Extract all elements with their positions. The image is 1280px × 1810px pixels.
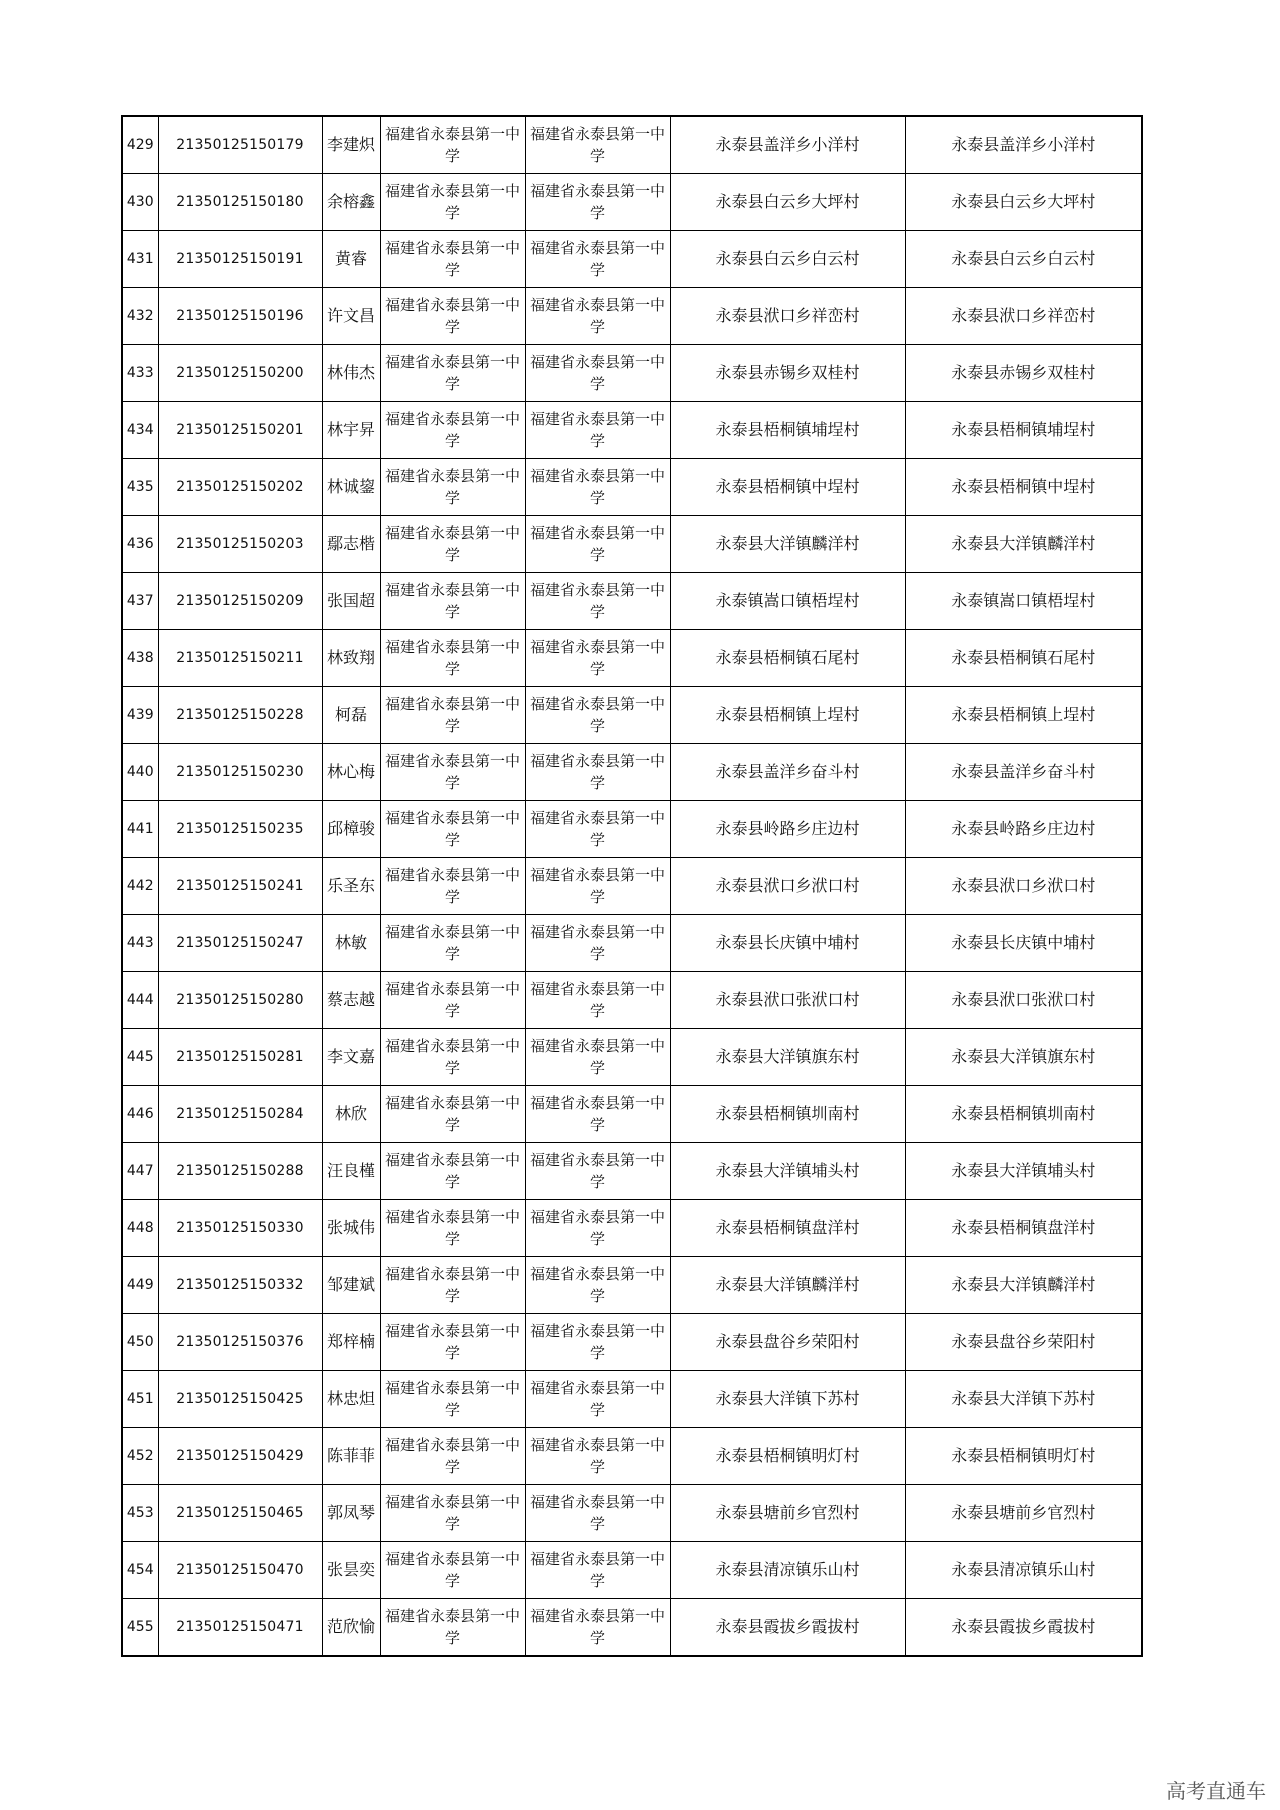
- school-cell: 福建省永泰县第一中学: [380, 1599, 525, 1657]
- school-cell: 福建省永泰县第一中学: [525, 1314, 670, 1371]
- school-cell: 福建省永泰县第一中学: [380, 687, 525, 744]
- school-cell: 福建省永泰县第一中学: [525, 516, 670, 573]
- school-cell: 福建省永泰县第一中学: [525, 1257, 670, 1314]
- school-cell: 福建省永泰县第一中学: [525, 1086, 670, 1143]
- school-cell: 福建省永泰县第一中学: [380, 1485, 525, 1542]
- address-cell: 永泰县大洋镇麟洋村: [670, 1257, 905, 1314]
- address-cell: 永泰县大洋镇下苏村: [905, 1371, 1142, 1428]
- school-cell: 福建省永泰县第一中学: [380, 1143, 525, 1200]
- table-row: [122, 801, 1142, 858]
- student-name: 邱樟骏: [322, 801, 380, 858]
- address-cell: 永泰县霞拔乡霞拔村: [905, 1599, 1142, 1657]
- student-name: 郑梓楠: [322, 1314, 380, 1371]
- address-cell: 永泰县大洋镇埔头村: [670, 1143, 905, 1200]
- address-cell: 永泰县盘谷乡荣阳村: [905, 1314, 1142, 1371]
- address-cell: 永泰县盖洋乡奋斗村: [905, 744, 1142, 801]
- exam-id: 21350125150196: [158, 288, 322, 345]
- row-number: 435: [122, 459, 158, 516]
- exam-id: 21350125150284: [158, 1086, 322, 1143]
- address-cell: 永泰县大洋镇麟洋村: [905, 1257, 1142, 1314]
- table-row: [122, 915, 1142, 972]
- student-name: 郭凤琴: [322, 1485, 380, 1542]
- school-cell: 福建省永泰县第一中学: [525, 345, 670, 402]
- address-cell: 永泰县岭路乡庄边村: [670, 801, 905, 858]
- school-cell: 福建省永泰县第一中学: [380, 1029, 525, 1086]
- school-cell: 福建省永泰县第一中学: [380, 288, 525, 345]
- school-cell: 福建省永泰县第一中学: [380, 231, 525, 288]
- address-cell: 永泰县白云乡大坪村: [905, 174, 1142, 231]
- school-cell: 福建省永泰县第一中学: [525, 573, 670, 630]
- address-cell: 永泰县梧桐镇埔埕村: [905, 402, 1142, 459]
- address-cell: 永泰镇嵩口镇梧埕村: [670, 573, 905, 630]
- address-cell: 永泰县大洋镇下苏村: [670, 1371, 905, 1428]
- address-cell: 永泰县赤锡乡双桂村: [670, 345, 905, 402]
- address-cell: 永泰县塘前乡官烈村: [905, 1485, 1142, 1542]
- row-number: 438: [122, 630, 158, 687]
- address-cell: 永泰县洑口张洑口村: [905, 972, 1142, 1029]
- student-name: 林忠炟: [322, 1371, 380, 1428]
- row-number: 437: [122, 573, 158, 630]
- student-name: 张国超: [322, 573, 380, 630]
- table-row: [122, 1428, 1142, 1485]
- student-name: 李文嘉: [322, 1029, 380, 1086]
- school-cell: 福建省永泰县第一中学: [380, 402, 525, 459]
- row-number: 445: [122, 1029, 158, 1086]
- exam-id: 21350125150228: [158, 687, 322, 744]
- school-cell: 福建省永泰县第一中学: [525, 744, 670, 801]
- school-cell: 福建省永泰县第一中学: [380, 174, 525, 231]
- school-cell: 福建省永泰县第一中学: [380, 801, 525, 858]
- school-cell: 福建省永泰县第一中学: [380, 858, 525, 915]
- school-cell: 福建省永泰县第一中学: [525, 231, 670, 288]
- row-number: 449: [122, 1257, 158, 1314]
- school-cell: 福建省永泰县第一中学: [525, 288, 670, 345]
- school-cell: 福建省永泰县第一中学: [380, 1086, 525, 1143]
- address-cell: 永泰县洑口乡洑口村: [670, 858, 905, 915]
- address-cell: 永泰县梧桐镇明灯村: [670, 1428, 905, 1485]
- exam-id: 21350125150330: [158, 1200, 322, 1257]
- address-cell: 永泰县梧桐镇上埕村: [905, 687, 1142, 744]
- student-table: [121, 115, 1143, 1657]
- school-cell: 福建省永泰县第一中学: [525, 972, 670, 1029]
- school-cell: 福建省永泰县第一中学: [525, 1371, 670, 1428]
- school-cell: 福建省永泰县第一中学: [380, 1542, 525, 1599]
- row-number: 434: [122, 402, 158, 459]
- row-number: 433: [122, 345, 158, 402]
- row-number: 447: [122, 1143, 158, 1200]
- table-row: [122, 1143, 1142, 1200]
- exam-id: 21350125150209: [158, 573, 322, 630]
- row-number: 430: [122, 174, 158, 231]
- address-cell: 永泰县长庆镇中埔村: [670, 915, 905, 972]
- school-cell: 福建省永泰县第一中学: [525, 915, 670, 972]
- exam-id: 21350125150281: [158, 1029, 322, 1086]
- student-name: 林伟杰: [322, 345, 380, 402]
- student-name: 许文昌: [322, 288, 380, 345]
- school-cell: 福建省永泰县第一中学: [525, 1029, 670, 1086]
- address-cell: 永泰县长庆镇中埔村: [905, 915, 1142, 972]
- student-name: 林欣: [322, 1086, 380, 1143]
- student-name: 鄢志楷: [322, 516, 380, 573]
- exam-id: 21350125150280: [158, 972, 322, 1029]
- student-name: 蔡志越: [322, 972, 380, 1029]
- address-cell: 永泰县盖洋乡奋斗村: [670, 744, 905, 801]
- exam-id: 21350125150200: [158, 345, 322, 402]
- school-cell: 福建省永泰县第一中学: [525, 116, 670, 174]
- address-cell: 永泰县赤锡乡双桂村: [905, 345, 1142, 402]
- table-row: [122, 858, 1142, 915]
- table-row: [122, 1257, 1142, 1314]
- address-cell: 永泰县梧桐镇石尾村: [670, 630, 905, 687]
- school-cell: 福建省永泰县第一中学: [525, 1599, 670, 1657]
- table-row: [122, 1599, 1142, 1657]
- address-cell: 永泰县清凉镇乐山村: [905, 1542, 1142, 1599]
- school-cell: 福建省永泰县第一中学: [525, 687, 670, 744]
- table-row: [122, 1485, 1142, 1542]
- exam-id: 21350125150180: [158, 174, 322, 231]
- table-row: [122, 345, 1142, 402]
- school-cell: 福建省永泰县第一中学: [380, 972, 525, 1029]
- exam-id: 21350125150241: [158, 858, 322, 915]
- table-row: [122, 1314, 1142, 1371]
- school-cell: 福建省永泰县第一中学: [380, 744, 525, 801]
- exam-id: 21350125150376: [158, 1314, 322, 1371]
- school-cell: 福建省永泰县第一中学: [380, 915, 525, 972]
- table-row: [122, 1542, 1142, 1599]
- row-number: 446: [122, 1086, 158, 1143]
- address-cell: 永泰县洑口张洑口村: [670, 972, 905, 1029]
- student-name: 李建炽: [322, 116, 380, 174]
- exam-id: 21350125150470: [158, 1542, 322, 1599]
- exam-id: 21350125150288: [158, 1143, 322, 1200]
- table-row: [122, 174, 1142, 231]
- student-name: 范欣愉: [322, 1599, 380, 1657]
- table-row: [122, 1200, 1142, 1257]
- table-row: [122, 1371, 1142, 1428]
- school-cell: 福建省永泰县第一中学: [525, 402, 670, 459]
- school-cell: 福建省永泰县第一中学: [380, 516, 525, 573]
- table-row: [122, 288, 1142, 345]
- exam-id: 21350125150211: [158, 630, 322, 687]
- address-cell: 永泰县霞拔乡霞拔村: [670, 1599, 905, 1657]
- address-cell: 永泰县大洋镇埔头村: [905, 1143, 1142, 1200]
- row-number: 453: [122, 1485, 158, 1542]
- student-name: 汪良槿: [322, 1143, 380, 1200]
- row-number: 439: [122, 687, 158, 744]
- address-cell: 永泰县梧桐镇石尾村: [905, 630, 1142, 687]
- exam-id: 21350125150235: [158, 801, 322, 858]
- school-cell: 福建省永泰县第一中学: [525, 1200, 670, 1257]
- row-number: 429: [122, 116, 158, 174]
- student-name: 邹建斌: [322, 1257, 380, 1314]
- exam-id: 21350125150179: [158, 116, 322, 174]
- address-cell: 永泰县白云乡大坪村: [670, 174, 905, 231]
- student-name: 陈菲菲: [322, 1428, 380, 1485]
- exam-id: 21350125150203: [158, 516, 322, 573]
- student-name: 张昙奕: [322, 1542, 380, 1599]
- address-cell: 永泰县盘谷乡荣阳村: [670, 1314, 905, 1371]
- exam-id: 21350125150425: [158, 1371, 322, 1428]
- address-cell: 永泰县大洋镇旗东村: [905, 1029, 1142, 1086]
- row-number: 454: [122, 1542, 158, 1599]
- school-cell: 福建省永泰县第一中学: [525, 1143, 670, 1200]
- address-cell: 永泰县洑口乡洑口村: [905, 858, 1142, 915]
- school-cell: 福建省永泰县第一中学: [525, 174, 670, 231]
- school-cell: 福建省永泰县第一中学: [525, 630, 670, 687]
- exam-id: 21350125150332: [158, 1257, 322, 1314]
- address-cell: 永泰县洑口乡祥峦村: [905, 288, 1142, 345]
- address-cell: 永泰县梧桐镇圳南村: [905, 1086, 1142, 1143]
- row-number: 443: [122, 915, 158, 972]
- address-cell: 永泰县梧桐镇上埕村: [670, 687, 905, 744]
- exam-id: 21350125150465: [158, 1485, 322, 1542]
- address-cell: 永泰县洑口乡祥峦村: [670, 288, 905, 345]
- row-number: 441: [122, 801, 158, 858]
- exam-id: 21350125150471: [158, 1599, 322, 1657]
- student-name: 黄睿: [322, 231, 380, 288]
- row-number: 431: [122, 231, 158, 288]
- school-cell: 福建省永泰县第一中学: [380, 1371, 525, 1428]
- school-cell: 福建省永泰县第一中学: [525, 1542, 670, 1599]
- row-number: 452: [122, 1428, 158, 1485]
- student-name: 余榕鑫: [322, 174, 380, 231]
- address-cell: 永泰县塘前乡官烈村: [670, 1485, 905, 1542]
- address-cell: 永泰县梧桐镇盘洋村: [670, 1200, 905, 1257]
- row-number: 442: [122, 858, 158, 915]
- school-cell: 福建省永泰县第一中学: [525, 858, 670, 915]
- student-name: 林心梅: [322, 744, 380, 801]
- school-cell: 福建省永泰县第一中学: [525, 1428, 670, 1485]
- table-row: [122, 116, 1142, 174]
- document-page: [121, 115, 1141, 1657]
- address-cell: 永泰县梧桐镇圳南村: [670, 1086, 905, 1143]
- student-name: 柯磊: [322, 687, 380, 744]
- address-cell: 永泰县大洋镇麟洋村: [670, 516, 905, 573]
- school-cell: 福建省永泰县第一中学: [380, 1257, 525, 1314]
- table-row: [122, 231, 1142, 288]
- exam-id: 21350125150191: [158, 231, 322, 288]
- table-row: [122, 744, 1142, 801]
- row-number: 444: [122, 972, 158, 1029]
- table-row: [122, 1029, 1142, 1086]
- row-number: 451: [122, 1371, 158, 1428]
- address-cell: 永泰县梧桐镇盘洋村: [905, 1200, 1142, 1257]
- row-number: 436: [122, 516, 158, 573]
- address-cell: 永泰县大洋镇麟洋村: [905, 516, 1142, 573]
- student-name: 林诚鋆: [322, 459, 380, 516]
- exam-id: 21350125150202: [158, 459, 322, 516]
- table-row: [122, 972, 1142, 1029]
- exam-id: 21350125150201: [158, 402, 322, 459]
- table-row: [122, 459, 1142, 516]
- address-cell: 永泰县大洋镇旗东村: [670, 1029, 905, 1086]
- student-name: 林宇昇: [322, 402, 380, 459]
- address-cell: 永泰县梧桐镇明灯村: [905, 1428, 1142, 1485]
- table-row: [122, 573, 1142, 630]
- address-cell: 永泰县盖洋乡小洋村: [670, 116, 905, 174]
- student-name: 乐圣东: [322, 858, 380, 915]
- table-row: [122, 516, 1142, 573]
- student-name: 林敏: [322, 915, 380, 972]
- address-cell: 永泰县盖洋乡小洋村: [905, 116, 1142, 174]
- school-cell: 福建省永泰县第一中学: [380, 345, 525, 402]
- student-name: 张城伟: [322, 1200, 380, 1257]
- table-row: [122, 1086, 1142, 1143]
- exam-id: 21350125150247: [158, 915, 322, 972]
- school-cell: 福建省永泰县第一中学: [380, 459, 525, 516]
- address-cell: 永泰县清凉镇乐山村: [670, 1542, 905, 1599]
- address-cell: 永泰县岭路乡庄边村: [905, 801, 1142, 858]
- table-row: [122, 630, 1142, 687]
- school-cell: 福建省永泰县第一中学: [525, 1485, 670, 1542]
- exam-id: 21350125150230: [158, 744, 322, 801]
- school-cell: 福建省永泰县第一中学: [525, 801, 670, 858]
- address-cell: 永泰镇嵩口镇梧埕村: [905, 573, 1142, 630]
- address-cell: 永泰县梧桐镇中埕村: [905, 459, 1142, 516]
- table-row: [122, 687, 1142, 744]
- row-number: 440: [122, 744, 158, 801]
- school-cell: 福建省永泰县第一中学: [380, 1428, 525, 1485]
- row-number: 432: [122, 288, 158, 345]
- school-cell: 福建省永泰县第一中学: [380, 1314, 525, 1371]
- row-number: 450: [122, 1314, 158, 1371]
- watermark: 高考直通车: [1166, 1779, 1266, 1803]
- school-cell: 福建省永泰县第一中学: [380, 116, 525, 174]
- table-row: [122, 402, 1142, 459]
- address-cell: 永泰县梧桐镇埔埕村: [670, 402, 905, 459]
- table-body: [122, 116, 1142, 1656]
- address-cell: 永泰县白云乡白云村: [905, 231, 1142, 288]
- address-cell: 永泰县白云乡白云村: [670, 231, 905, 288]
- address-cell: 永泰县梧桐镇中埕村: [670, 459, 905, 516]
- school-cell: 福建省永泰县第一中学: [380, 573, 525, 630]
- row-number: 455: [122, 1599, 158, 1657]
- exam-id: 21350125150429: [158, 1428, 322, 1485]
- school-cell: 福建省永泰县第一中学: [380, 630, 525, 687]
- school-cell: 福建省永泰县第一中学: [380, 1200, 525, 1257]
- student-name: 林致翔: [322, 630, 380, 687]
- row-number: 448: [122, 1200, 158, 1257]
- school-cell: 福建省永泰县第一中学: [525, 459, 670, 516]
